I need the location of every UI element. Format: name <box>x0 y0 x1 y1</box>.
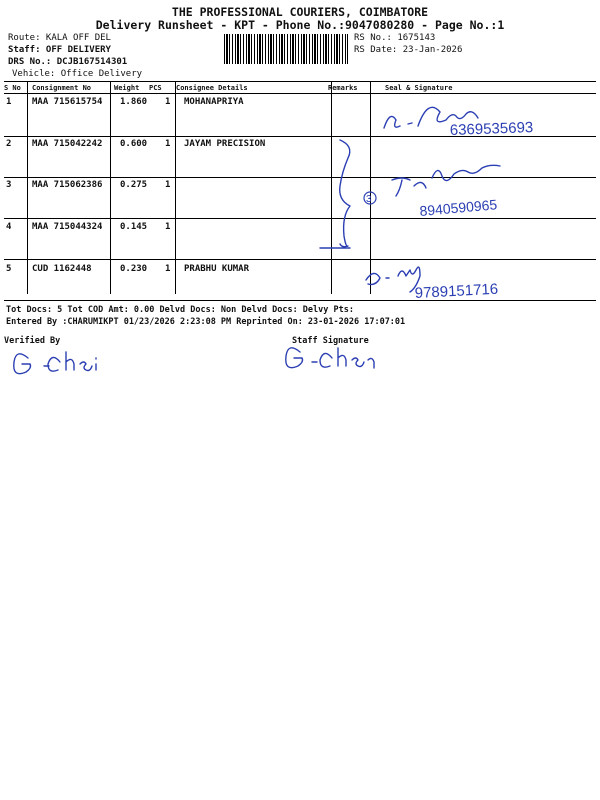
row2-consignment: MAA 715042242 <box>32 139 103 149</box>
col-header-consignee: Consignee Details <box>176 84 248 92</box>
row4-weight: 0.145 <box>120 222 148 232</box>
rs-date: RS Date: 23-Jan-2026 <box>354 45 463 55</box>
staff-signature <box>286 348 374 368</box>
col-header-remarks: Remarks <box>328 84 358 92</box>
row5-signature-phone: 9789151716 <box>414 280 499 302</box>
row2-consignee: JAYAM PRECISION <box>184 139 266 149</box>
vehicle-label: Vehicle: Office Delivery <box>12 69 143 79</box>
remark-number: 3 <box>366 194 372 205</box>
row3-signature-phone: 8940590965 <box>418 196 498 219</box>
entered-by-line: Entered By :CHARUMIKPT 01/23/2026 2:23:08 PM Reprinted On: 23-01-2026 17:07:01 <box>6 317 406 327</box>
row4-consignment: MAA 715044324 <box>32 222 103 232</box>
runsheet-subtitle: Delivery Runsheet - KPT - Phone No.:9047080280 - Page No.:1 <box>95 18 505 32</box>
staff-signature-label: Staff Signature <box>292 336 369 346</box>
staff-label: Staff: OFF DELIVERY <box>8 45 111 55</box>
row2-sno: 2 <box>6 139 12 149</box>
row5-sno: 5 <box>6 264 12 274</box>
row1-signature-phone: 6369535693 <box>449 119 534 139</box>
row3-pcs: 1 <box>165 180 171 190</box>
remarks-bracket <box>320 140 350 248</box>
row5-consignee: PRABHU KUMAR <box>184 264 250 274</box>
row5-consignment: CUD 1162448 <box>32 264 92 274</box>
signature-scribble <box>366 267 420 292</box>
row3-sno: 3 <box>6 180 12 190</box>
row1-consignment: MAA 715615754 <box>32 97 103 107</box>
row3-consignment: MAA 715062386 <box>32 180 103 190</box>
signature-scribble <box>392 165 500 196</box>
row3-weight: 0.275 <box>120 180 148 190</box>
row1-sno: 1 <box>6 97 12 107</box>
col-header-weight: Weight <box>114 84 140 92</box>
row2-pcs: 1 <box>165 139 171 149</box>
row4-pcs: 1 <box>165 222 171 232</box>
row1-consignee: MOHANAPRIYA <box>184 97 244 107</box>
route-label: Route: KALA OFF DEL <box>8 33 111 43</box>
col-header-consignment: Consignment No <box>32 84 92 92</box>
verified-signature <box>14 352 96 374</box>
row1-pcs: 1 <box>165 97 171 107</box>
col-header-signature: Seal & Signature <box>385 84 453 92</box>
row5-weight: 0.230 <box>120 264 148 274</box>
verified-by-label: Verified By <box>4 336 61 346</box>
row1-weight: 1.860 <box>120 97 148 107</box>
row5-pcs: 1 <box>165 264 171 274</box>
rs-number: RS No.: 1675143 <box>354 33 436 43</box>
col-header-sno: S No <box>4 84 21 92</box>
row4-sno: 4 <box>6 222 12 232</box>
row2-weight: 0.600 <box>120 139 148 149</box>
drs-number: DRS No.: DCJB167514301 <box>8 57 128 67</box>
summary-line: Tot Docs: 5 Tot COD Amt: 0.00 Delvd Docs: Non Delvd Docs: Delvy Pts: <box>6 305 354 315</box>
col-header-pcs: PCS <box>149 84 162 92</box>
company-title: THE PROFESSIONAL COURIERS, COIMBATORE <box>171 5 429 19</box>
